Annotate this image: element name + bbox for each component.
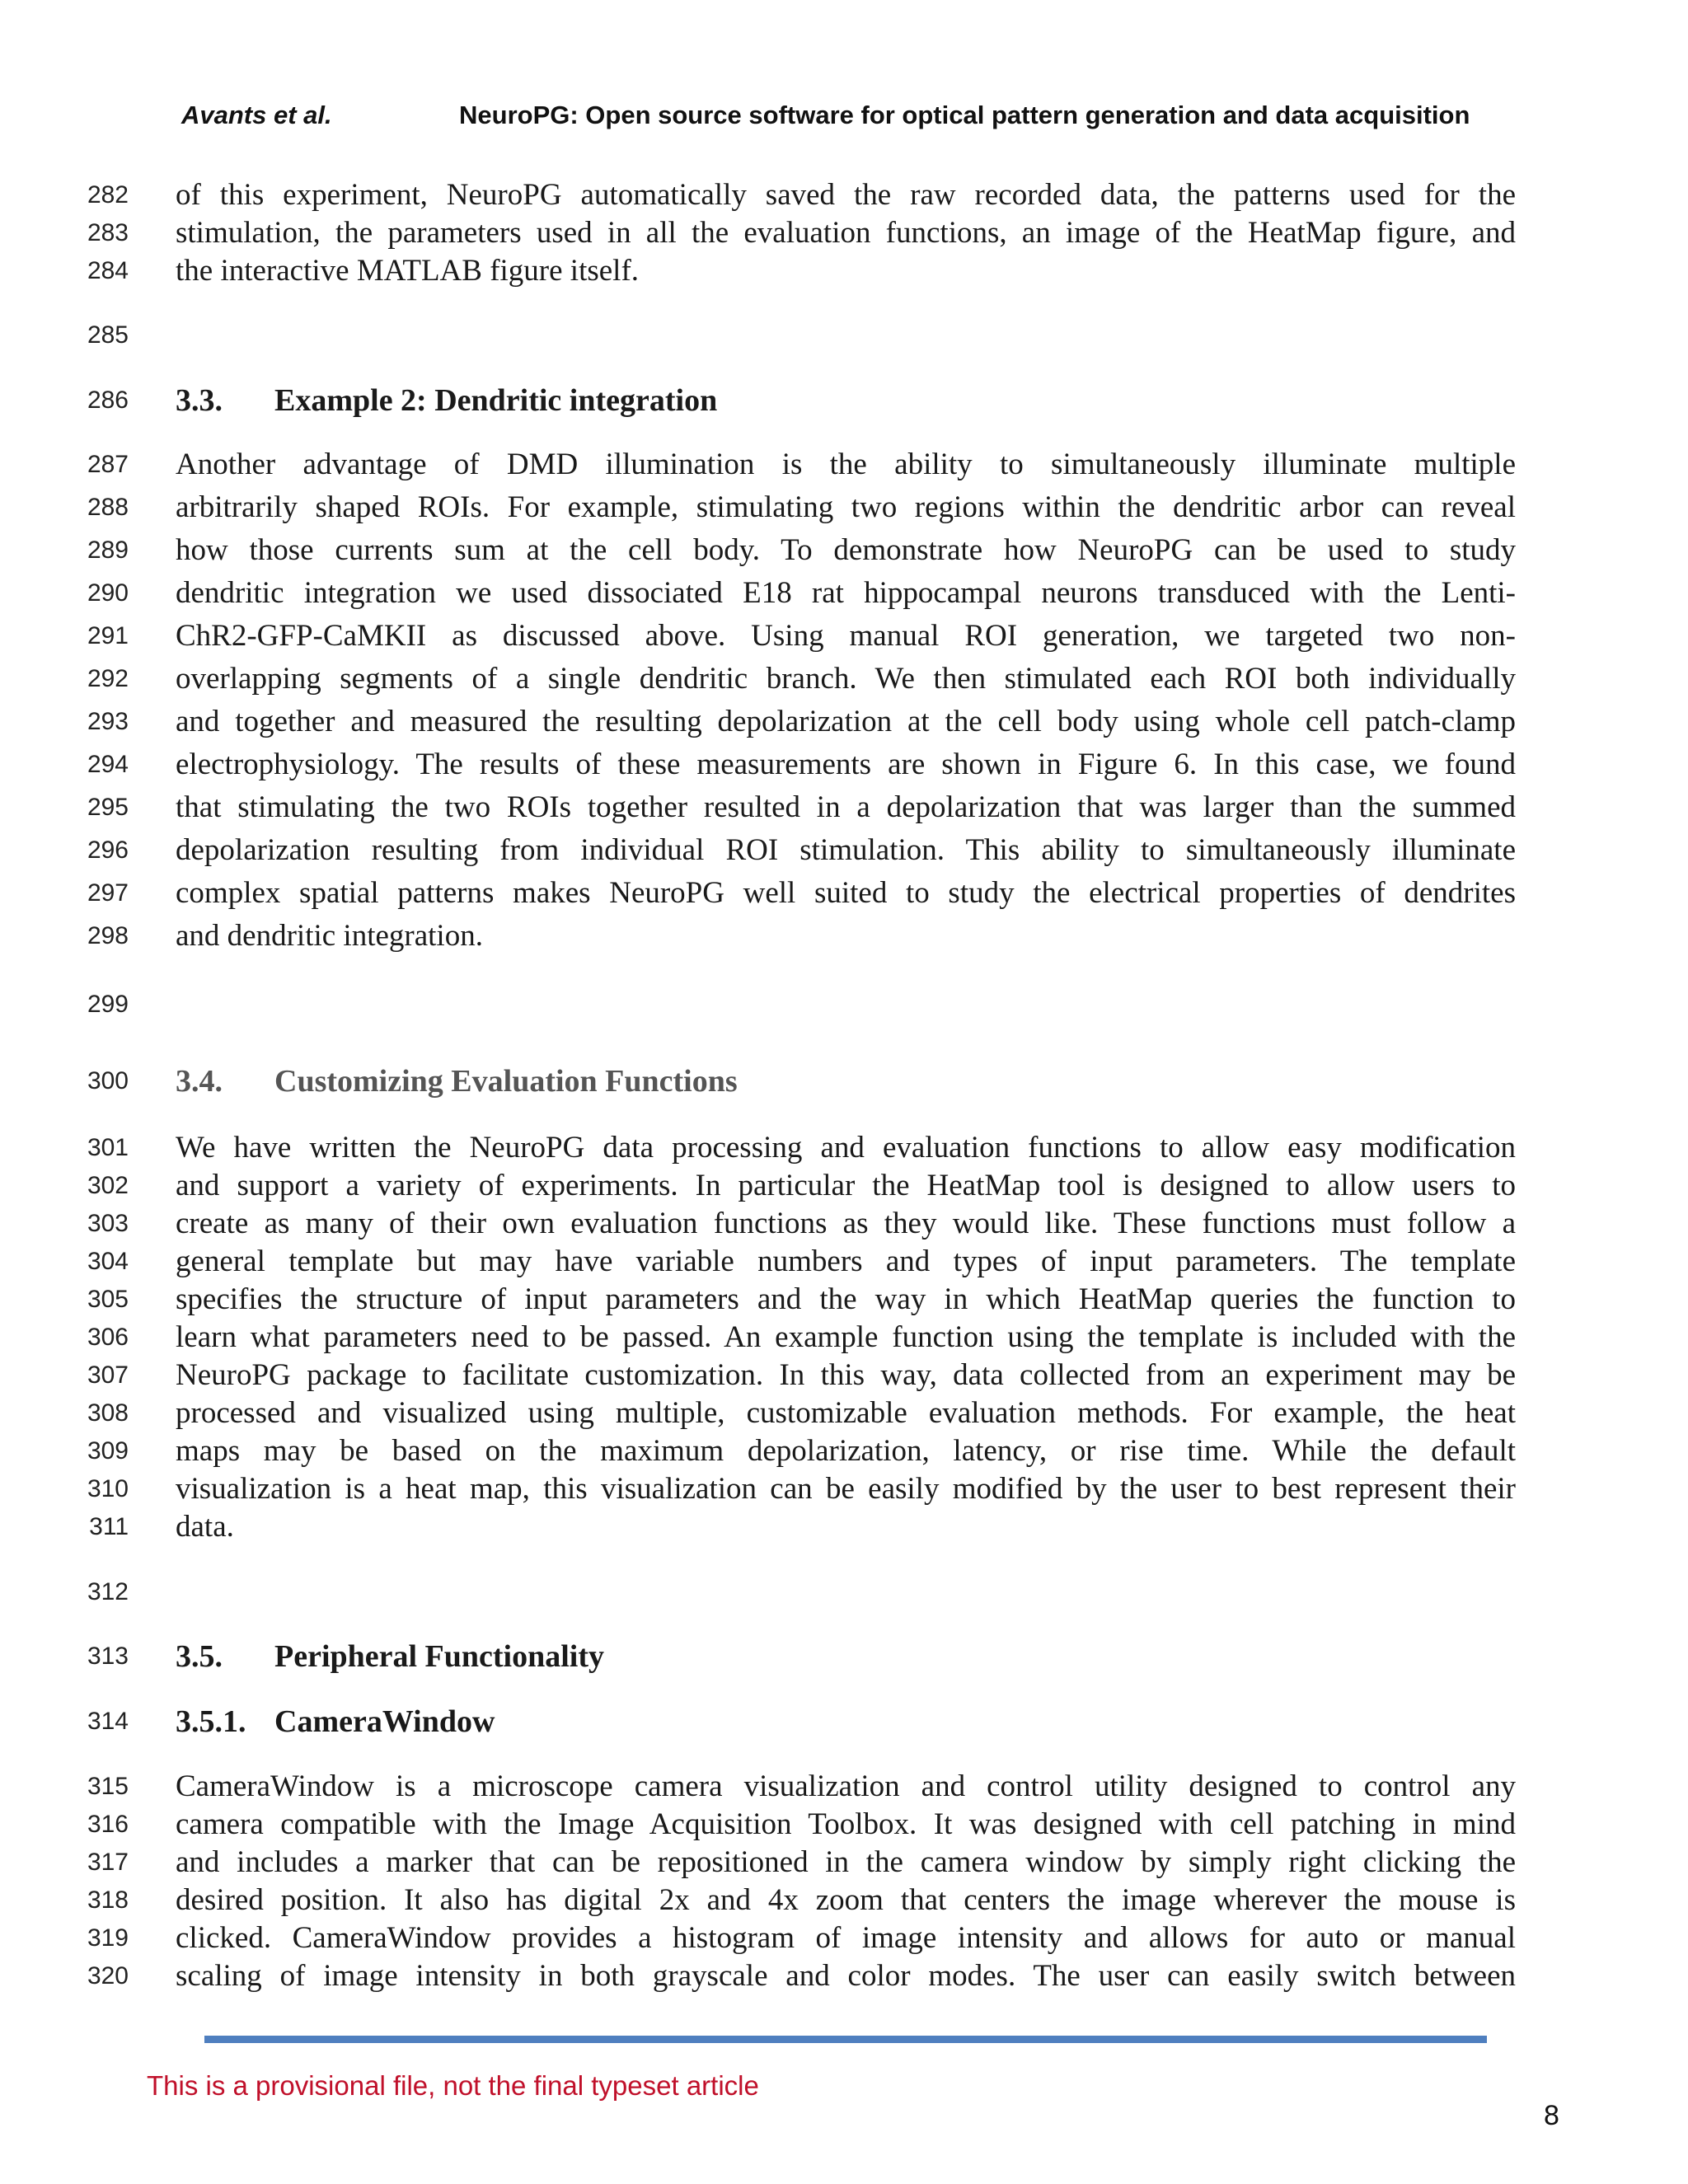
line-number: 311 xyxy=(89,1513,129,1540)
line-number: 299 xyxy=(87,991,129,1018)
body-text: NeuroPG package to facilitate customization. In this way, data collected from an experiment may be xyxy=(176,1358,1516,1392)
text-line xyxy=(0,252,1688,290)
line-number: 313 xyxy=(87,1643,129,1670)
line-number: 292 xyxy=(87,665,129,692)
body-text: the interactive MATLAB figure itself. xyxy=(176,254,640,288)
line-number: 293 xyxy=(87,708,129,735)
text-line xyxy=(0,1129,1688,1167)
body-text: dendritic integration we used dissociated E18 rat hippocampal neurons transduced with the Lenti- xyxy=(176,576,1516,610)
line-number: 318 xyxy=(87,1886,129,1914)
line-number: 315 xyxy=(87,1773,129,1800)
body-text: arbitrarily shaped ROIs. For example, stimulating two regions within the dendritic arbor can reveal xyxy=(176,490,1516,524)
line-number: 309 xyxy=(87,1437,129,1465)
line-number: 317 xyxy=(87,1849,129,1876)
line-number: 310 xyxy=(87,1475,129,1502)
text-line xyxy=(0,446,1688,484)
line-number: 297 xyxy=(87,879,129,907)
footer-rule xyxy=(204,2036,1487,2043)
text-line xyxy=(0,214,1688,252)
text-line xyxy=(0,1806,1688,1844)
text-line xyxy=(0,1844,1688,1882)
line-number: 320 xyxy=(87,1962,129,1990)
text-line xyxy=(0,703,1688,741)
text-line xyxy=(0,617,1688,655)
body-text: electrophysiology. The results of these measurements are shown in Figure 6. In this case, we found xyxy=(176,748,1516,781)
header-authors: Avants et al. xyxy=(181,101,332,129)
line-number: 316 xyxy=(87,1811,129,1838)
text-line xyxy=(0,1394,1688,1432)
line-number: 286 xyxy=(87,387,129,414)
line-number: 312 xyxy=(87,1578,129,1605)
body-text: maps may be based on the maximum depolarization, latency, or rise time. While the default xyxy=(176,1434,1516,1468)
body-text: and dendritic integration. xyxy=(176,919,483,953)
line-number: 290 xyxy=(87,579,129,607)
section-title: Customizing Evaluation Functions xyxy=(274,1064,738,1099)
line-number: 314 xyxy=(87,1708,129,1735)
body-text: visualization is a heat map, this visualization can be easily modified by the user to best represent their xyxy=(176,1472,1516,1506)
body-text: create as many of their own evaluation functions as they would like. These functions must follow a xyxy=(176,1207,1516,1240)
text-line xyxy=(0,1281,1688,1319)
body-text: clicked. CameraWindow provides a histogram of image intensity and allows for auto or manual xyxy=(176,1921,1516,1955)
line-number: 298 xyxy=(87,922,129,949)
text-line xyxy=(0,532,1688,569)
text-line xyxy=(0,832,1688,869)
section-heading xyxy=(0,382,1688,419)
text-line xyxy=(0,1319,1688,1357)
body-text: camera compatible with the Image Acquisition Toolbox. It was designed with cell patching in mind xyxy=(176,1807,1516,1841)
text-line xyxy=(0,746,1688,784)
line-number: 305 xyxy=(87,1286,129,1313)
body-text: of this experiment, NeuroPG automatically saved the raw recorded data, the patterns used for the xyxy=(176,178,1516,212)
line-number: 289 xyxy=(87,537,129,564)
text-line xyxy=(0,1357,1688,1394)
body-text: stimulation, the parameters used in all the evaluation functions, an image of the HeatMap figure, and xyxy=(176,216,1516,250)
body-text: and includes a marker that can be repositioned in the camera window by simply right clicking the xyxy=(176,1845,1516,1879)
section-title: CameraWindow xyxy=(274,1704,495,1739)
text-line xyxy=(0,1573,1688,1611)
text-line xyxy=(0,1957,1688,1995)
section-number: 3.5.1. xyxy=(176,1704,246,1739)
line-number: 302 xyxy=(87,1172,129,1199)
line-number: 307 xyxy=(87,1361,129,1389)
body-text: desired position. It also has digital 2x and 4x zoom that centers the image wherever the mouse is xyxy=(176,1883,1516,1917)
line-number: 308 xyxy=(87,1399,129,1427)
line-number: 285 xyxy=(87,321,129,349)
line-number: 288 xyxy=(87,494,129,521)
section-number: 3.4. xyxy=(176,1064,223,1099)
body-text: data. xyxy=(176,1510,234,1544)
section-number: 3.5. xyxy=(176,1639,223,1674)
body-text: Another advantage of DMD illumination is the ability to simultaneously illuminate multiple xyxy=(176,448,1516,481)
text-line xyxy=(0,1470,1688,1508)
line-number: 304 xyxy=(87,1248,129,1275)
line-number: 306 xyxy=(87,1324,129,1351)
text-line xyxy=(0,986,1688,1024)
text-line xyxy=(0,1205,1688,1243)
text-line xyxy=(0,1919,1688,1957)
line-number: 295 xyxy=(87,794,129,821)
line-number: 303 xyxy=(87,1210,129,1237)
section-title: Peripheral Functionality xyxy=(274,1639,605,1674)
line-number: 282 xyxy=(87,181,129,209)
line-number: 296 xyxy=(87,837,129,864)
text-line xyxy=(0,1882,1688,1919)
body-text: that stimulating the two ROIs together resulted in a depolarization that was larger than the summed xyxy=(176,790,1516,824)
body-text: and support a variety of experiments. In particular the HeatMap tool is designed to allow users to xyxy=(176,1169,1516,1202)
body-text: scaling of image intensity in both grayscale and color modes. The user can easily switch between xyxy=(176,1959,1516,1993)
text-line xyxy=(0,176,1688,214)
line-number: 283 xyxy=(87,219,129,246)
text-line xyxy=(0,574,1688,612)
page-number: 8 xyxy=(1544,2100,1559,2131)
body-text: complex spatial patterns makes NeuroPG well suited to study the electrical properties of dendrites xyxy=(176,876,1516,910)
section-title: Example 2: Dendritic integration xyxy=(274,383,718,418)
text-line xyxy=(0,1768,1688,1806)
line-number: 284 xyxy=(87,257,129,284)
line-number: 287 xyxy=(87,451,129,478)
body-text: how those currents sum at the cell body. To demonstrate how NeuroPG can be used to study xyxy=(176,533,1516,567)
running-header xyxy=(0,101,1688,137)
text-line xyxy=(0,1167,1688,1205)
line-number: 294 xyxy=(87,751,129,778)
section-heading xyxy=(0,1638,1688,1675)
section-number: 3.3. xyxy=(176,383,223,418)
text-line xyxy=(0,489,1688,527)
text-line xyxy=(0,1508,1688,1546)
header-title: NeuroPG: Open source software for optical pattern generation and data acquisition xyxy=(459,101,1470,129)
line-number: 291 xyxy=(87,622,129,649)
text-line xyxy=(0,1432,1688,1470)
body-text: specifies the structure of input parameters and the way in which HeatMap queries the function to xyxy=(176,1282,1516,1316)
text-line xyxy=(0,316,1688,354)
text-line xyxy=(0,917,1688,955)
line-number: 319 xyxy=(87,1924,129,1952)
line-number: 300 xyxy=(87,1067,129,1094)
body-text: CameraWindow is a microscope camera visualization and control utility designed to control any xyxy=(176,1769,1516,1803)
line-number: 301 xyxy=(87,1134,129,1161)
text-line xyxy=(0,660,1688,698)
body-text: depolarization resulting from individual ROI stimulation. This ability to simultaneously illuminate xyxy=(176,833,1516,867)
body-text: We have written the NeuroPG data processing and evaluation functions to allow easy modification xyxy=(176,1131,1516,1165)
text-line xyxy=(0,1243,1688,1281)
subsection-heading xyxy=(0,1703,1688,1741)
text-line xyxy=(0,789,1688,827)
provisional-notice: This is a provisional file, not the final typeset article xyxy=(147,2070,759,2101)
body-text: processed and visualized using multiple, customizable evaluation methods. For example, the heat xyxy=(176,1396,1516,1430)
body-text: and together and measured the resulting depolarization at the cell body using whole cell patch-clamp xyxy=(176,705,1516,738)
body-text: learn what parameters need to be passed. An example function using the template is included with the xyxy=(176,1320,1516,1354)
section-heading xyxy=(0,1062,1688,1100)
body-text: overlapping segments of a single dendritic branch. We then stimulated each ROI both individually xyxy=(176,662,1516,696)
body-text: ChR2-GFP-CaMKII as discussed above. Using manual ROI generation, we targeted two non- xyxy=(176,619,1516,653)
text-line xyxy=(0,874,1688,912)
body-text: general template but may have variable numbers and types of input parameters. The template xyxy=(176,1244,1516,1278)
